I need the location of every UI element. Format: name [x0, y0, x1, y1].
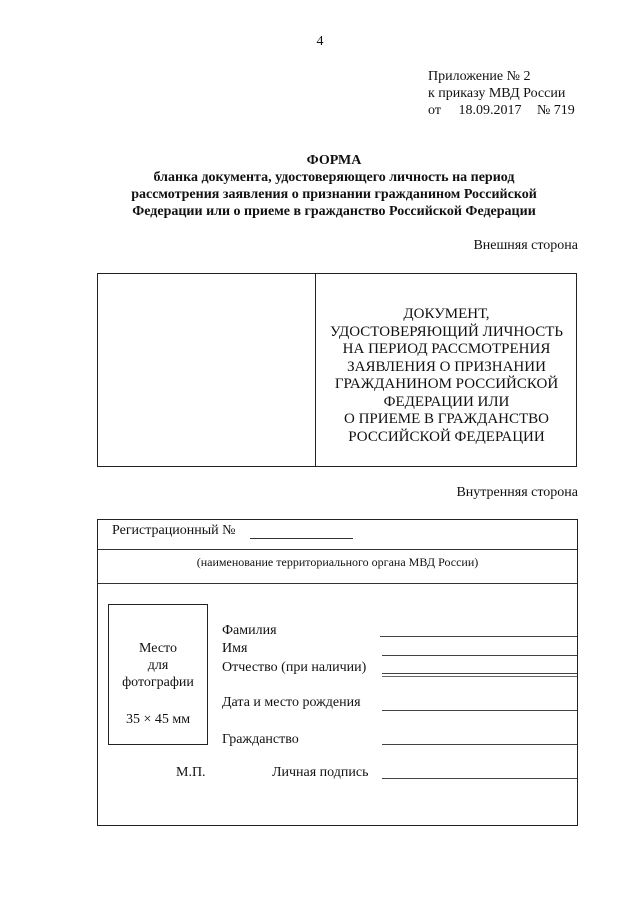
name-label: Имя	[222, 641, 248, 656]
outer-title-line: ЗАЯВЛЕНИЯ О ПРИЗНАНИИ	[347, 358, 546, 375]
birth-line	[382, 710, 577, 711]
photo-label-line-2: для	[147, 658, 169, 673]
appendix-date-line	[428, 102, 575, 119]
form-subtitle-line-2: рассмотрения заявления о признании гражданином Российской	[131, 187, 537, 202]
appendix-date-prefix: от	[428, 103, 441, 118]
citizenship-line	[382, 744, 577, 745]
organ-divider	[98, 583, 577, 584]
organ-name-caption: (наименование территориального органа МВД России)	[196, 555, 479, 569]
photo-size-label: 35 × 45 мм	[125, 712, 191, 727]
outer-title-line: РОССИЙСКОЙ ФЕДЕРАЦИИ	[348, 428, 545, 445]
outer-title-line: УДОСТОВЕРЯЮЩИЙ ЛИЧНОСТЬ	[329, 323, 564, 340]
outer-title-line: ДОКУМЕНТ,	[403, 306, 490, 322]
form-subtitle-line-3: Федерации или о приеме в гражданство Российской Федерации	[132, 204, 536, 219]
appendix-number: № 719	[536, 103, 575, 118]
registration-number-label: Регистрационный №	[112, 523, 236, 538]
signature-line	[382, 778, 577, 779]
outer-title-line: О ПРИЕМЕ В ГРАЖДАНСТВО	[343, 411, 550, 427]
inner-side-label: Внутренняя сторона	[456, 485, 578, 500]
form-heading: ФОРМА	[306, 153, 362, 168]
outer-side-title	[316, 306, 577, 446]
photo-label-line-3: фотографии	[122, 675, 194, 690]
appendix-title: Приложение № 2	[428, 69, 531, 84]
appendix-order-ref: к приказу МВД России	[428, 86, 566, 101]
outer-side-label: Внешняя сторона	[473, 238, 578, 253]
photo-label-line-1: Место	[139, 641, 177, 656]
surname-line	[380, 636, 577, 637]
patronymic-label: Отчество (при наличии)	[222, 660, 367, 675]
patronymic-line	[382, 673, 577, 674]
form-subtitle-line-1: бланка документа, удостоверяющего личность на период	[153, 170, 515, 185]
surname-label: Фамилия	[222, 623, 277, 638]
outer-title-line: ФЕДЕРАЦИИ ИЛИ	[383, 393, 510, 410]
signature-label: Личная подпись	[272, 765, 369, 780]
stamp-place-label: М.П.	[176, 765, 206, 780]
name-line	[382, 655, 577, 656]
outer-title-line: ГРАЖДАНИНОМ РОССИЙСКОЙ	[334, 376, 559, 392]
registration-divider	[98, 549, 577, 550]
citizenship-label: Гражданство	[222, 732, 299, 747]
page-number: 4	[316, 34, 324, 49]
outer-title-line: НА ПЕРИОД РАССМОТРЕНИЯ	[342, 341, 551, 357]
appendix-date: 18.09.2017	[458, 103, 522, 118]
registration-number-field	[250, 538, 353, 539]
patronymic-line-2	[382, 676, 577, 677]
birth-label: Дата и место рождения	[222, 695, 361, 710]
